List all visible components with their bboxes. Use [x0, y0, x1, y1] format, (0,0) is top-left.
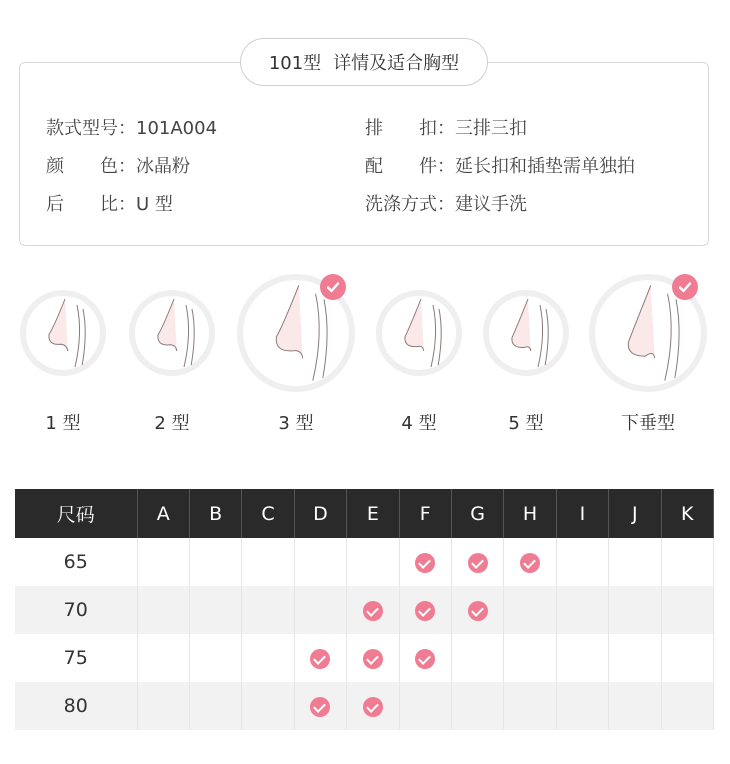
size-cell-65E	[347, 538, 399, 586]
cup-header-i: I	[556, 489, 608, 538]
size-cell-70K	[661, 586, 713, 634]
spec-label: 颜 色：	[46, 156, 136, 177]
size-cell-70J	[609, 586, 661, 634]
spec-value: 建议手洗	[455, 194, 527, 215]
size-cell-65K	[661, 538, 713, 586]
spec-value: U 型	[136, 194, 173, 215]
size-cell-65C	[242, 538, 294, 586]
cup-header-g: G	[451, 489, 503, 538]
spec-back-style	[46, 190, 173, 216]
size-cell-80A	[137, 682, 189, 730]
available-check-icon	[363, 649, 383, 669]
breast-shape-label: 下垂型	[621, 413, 675, 434]
spec-value: 延长扣和插垫需单独拍	[455, 156, 635, 177]
size-cell-65D	[294, 538, 346, 586]
size-cell-75K	[661, 634, 713, 682]
size-cell-80I	[556, 682, 608, 730]
size-cell-80B	[189, 682, 241, 730]
table-row	[15, 682, 714, 730]
band-size-cell: 65	[15, 538, 137, 586]
size-cell-65A	[137, 538, 189, 586]
size-cell-80E	[347, 682, 399, 730]
size-cell-80G	[451, 682, 503, 730]
spec-color	[46, 152, 190, 178]
spec-value: 101A004	[136, 118, 218, 139]
spec-accessories	[365, 152, 635, 178]
size-cell-75E	[347, 634, 399, 682]
breast-shape-label: 2 型	[154, 413, 190, 434]
cup-header-b: B	[189, 489, 241, 538]
size-cell-75B	[189, 634, 241, 682]
size-cell-80D	[294, 682, 346, 730]
spec-label: 排 扣：	[365, 118, 455, 139]
band-size-cell: 80	[15, 682, 137, 730]
cup-header-j: J	[609, 489, 661, 538]
size-cell-75H	[504, 634, 556, 682]
spec-hooks	[365, 114, 527, 140]
band-size-cell: 75	[15, 634, 137, 682]
size-cell-80J	[609, 682, 661, 730]
size-cell-70H	[504, 586, 556, 634]
table-row	[15, 586, 714, 634]
spec-label: 后 比：	[46, 194, 136, 215]
cup-header-c: C	[242, 489, 294, 538]
band-size-cell: 70	[15, 586, 137, 634]
available-check-icon	[363, 697, 383, 717]
size-cell-75J	[609, 634, 661, 682]
size-cell-75A	[137, 634, 189, 682]
size-header-label: 尺码	[15, 489, 137, 538]
size-cell-80H	[504, 682, 556, 730]
size-cell-75C	[242, 634, 294, 682]
cup-header-a: A	[137, 489, 189, 538]
breast-shape-label: 1 型	[45, 413, 81, 434]
size-table-body	[15, 538, 714, 730]
cup-header-e: E	[347, 489, 399, 538]
spec-style-number	[46, 114, 217, 140]
size-cell-70G	[451, 586, 503, 634]
available-check-icon	[520, 553, 540, 573]
size-cell-75F	[399, 634, 451, 682]
cup-header-f: F	[399, 489, 451, 538]
size-cell-70D	[294, 586, 346, 634]
size-cell-65J	[609, 538, 661, 586]
size-table	[15, 489, 714, 730]
size-cell-70I	[556, 586, 608, 634]
size-cell-75I	[556, 634, 608, 682]
model-name: 101型	[268, 53, 322, 74]
breast-shape-1	[19, 289, 107, 377]
size-cell-70F	[399, 586, 451, 634]
size-cell-80F	[399, 682, 451, 730]
size-cell-65B	[189, 538, 241, 586]
spec-label: 洗涤方式：	[365, 194, 455, 215]
size-cell-65F	[399, 538, 451, 586]
available-check-icon	[415, 649, 435, 669]
section-title-text: 详情及适合胸型	[333, 53, 460, 74]
cup-header-h: H	[504, 489, 556, 538]
table-row	[15, 634, 714, 682]
size-cell-75D	[294, 634, 346, 682]
suitable-check-icon	[672, 274, 698, 300]
spec-value: 三排三扣	[455, 118, 527, 139]
breast-shape-label: 4 型	[401, 413, 437, 434]
table-row	[15, 538, 714, 586]
size-cell-80K	[661, 682, 713, 730]
available-check-icon	[310, 697, 330, 717]
breast-shape-4	[375, 289, 463, 377]
spec-value: 冰晶粉	[136, 156, 190, 177]
size-cell-70E	[347, 586, 399, 634]
section-title	[240, 38, 488, 86]
available-check-icon	[415, 601, 435, 621]
available-check-icon	[468, 553, 488, 573]
available-check-icon	[468, 601, 488, 621]
breast-shape-label: 5 型	[508, 413, 544, 434]
spec-label: 配 件：	[365, 156, 455, 177]
size-table-header	[15, 489, 714, 538]
breast-shape-label: 3 型	[278, 413, 314, 434]
available-check-icon	[415, 553, 435, 573]
available-check-icon	[363, 601, 383, 621]
breast-shape-5	[482, 289, 570, 377]
size-cell-65G	[451, 538, 503, 586]
cup-header-d: D	[294, 489, 346, 538]
size-cell-70C	[242, 586, 294, 634]
size-cell-75G	[451, 634, 503, 682]
cup-header-k: K	[661, 489, 713, 538]
spec-washing	[365, 190, 527, 216]
suitable-check-icon	[320, 274, 346, 300]
breast-shape-2	[128, 289, 216, 377]
size-cell-65I	[556, 538, 608, 586]
size-cell-70A	[137, 586, 189, 634]
size-cell-70B	[189, 586, 241, 634]
size-cell-65H	[504, 538, 556, 586]
spec-label: 款式型号：	[46, 118, 136, 139]
size-cell-80C	[242, 682, 294, 730]
available-check-icon	[310, 649, 330, 669]
